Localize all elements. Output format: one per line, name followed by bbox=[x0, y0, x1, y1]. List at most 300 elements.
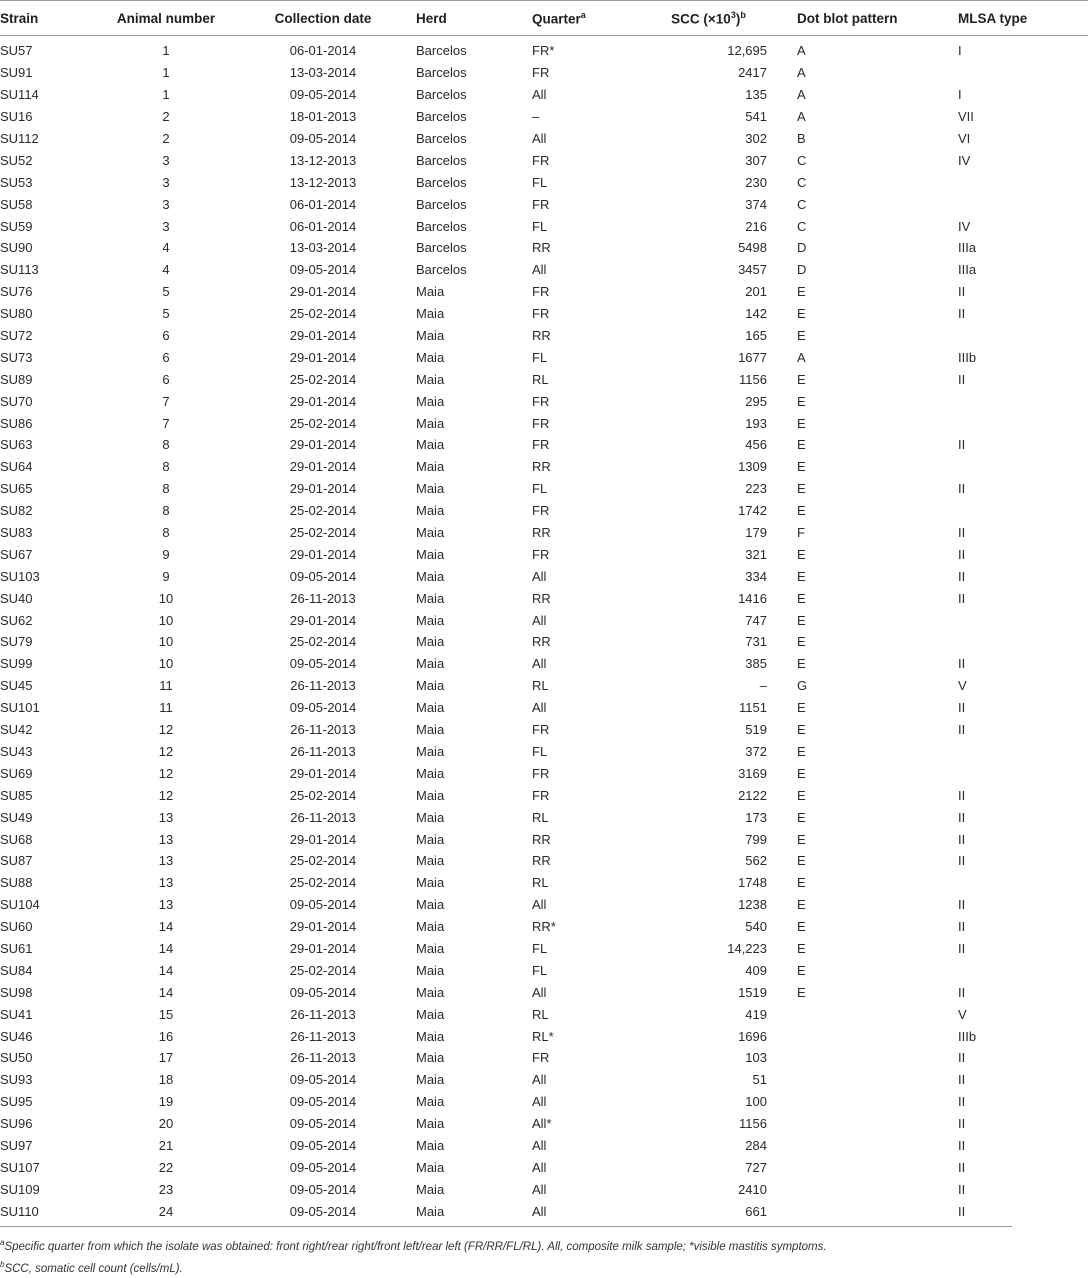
cell-mlsa-type bbox=[944, 741, 1088, 763]
cell-scc: 1309 bbox=[738, 459, 767, 475]
cell-collection-date: 13-03-2014 bbox=[289, 65, 357, 81]
cell-dot-blot-pattern bbox=[767, 1025, 944, 1047]
table-row bbox=[0, 565, 1088, 587]
cell-quarter: All bbox=[532, 984, 547, 1000]
cell-dot-blot-pattern: E bbox=[797, 437, 806, 453]
cell-collection-date: 29-01-2014 bbox=[289, 940, 357, 956]
cell-animal-number: 7 bbox=[162, 393, 170, 409]
cell-collection-date: 25-02-2014 bbox=[289, 306, 357, 322]
cell-animal-number: 6 bbox=[162, 328, 170, 344]
cell-strain: SU86 bbox=[0, 415, 33, 431]
cell-herd: Barcelos bbox=[416, 218, 467, 234]
cell-quarter: RL bbox=[532, 1006, 549, 1022]
cell-scc: 321 bbox=[745, 546, 767, 562]
cell-scc: 295 bbox=[745, 393, 767, 409]
header-herd-label: Herd bbox=[416, 10, 447, 26]
cell-dot-blot-pattern: E bbox=[797, 284, 806, 300]
cell-animal-number: 3 bbox=[162, 196, 170, 212]
cell-quarter: FR bbox=[532, 393, 550, 409]
cell-strain: SU114 bbox=[0, 87, 39, 103]
cell-strain: SU93 bbox=[0, 1072, 33, 1088]
cell-strain: SU82 bbox=[0, 503, 33, 519]
cell-herd: Barcelos bbox=[416, 262, 467, 278]
cell-mlsa-type: II bbox=[958, 590, 966, 606]
cell-scc: 216 bbox=[745, 218, 767, 234]
cell-mlsa-type: II bbox=[958, 284, 966, 300]
cell-collection-date: 09-05-2014 bbox=[289, 1137, 357, 1153]
cell-collection-date: 29-01-2014 bbox=[289, 919, 357, 935]
cell-strain: SU42 bbox=[0, 722, 33, 738]
cell-herd: Barcelos bbox=[416, 87, 467, 103]
cell-quarter: All bbox=[532, 1094, 547, 1110]
cell-scc: 456 bbox=[745, 437, 767, 453]
cell-scc: 1151 bbox=[739, 700, 767, 716]
cell-dot-blot-pattern: C bbox=[797, 196, 807, 212]
footnote-a-text: Specific quarter from which the isolate was obtained: front right/rear right/front left/rear left (FR/RR/FL/RL). All, composite milk sample; *visible mastitis symptoms. bbox=[4, 1240, 827, 1253]
header-strain-label: Strain bbox=[0, 10, 39, 26]
table-row bbox=[0, 1047, 1088, 1069]
cell-animal-number: 14 bbox=[158, 940, 174, 956]
cell-scc: 727 bbox=[745, 1159, 767, 1175]
cell-quarter: FR bbox=[532, 722, 550, 738]
cell-strain: SU103 bbox=[0, 568, 40, 584]
cell-scc: 731 bbox=[745, 634, 767, 650]
header-scc-footnote-marker: b bbox=[740, 9, 746, 20]
cell-dot-blot-pattern bbox=[767, 1003, 944, 1025]
header-strain bbox=[0, 1, 98, 36]
table-row bbox=[0, 303, 1088, 325]
table-row bbox=[0, 719, 1088, 741]
cell-herd: Maia bbox=[416, 940, 445, 956]
cell-animal-number: 16 bbox=[158, 1028, 174, 1044]
cell-animal-number: 9 bbox=[162, 568, 170, 584]
cell-scc: 1696 bbox=[738, 1028, 767, 1044]
cell-herd: Maia bbox=[416, 1137, 445, 1153]
cell-animal-number: 10 bbox=[158, 612, 174, 628]
header-quarter-footnote-marker: a bbox=[580, 9, 586, 20]
cell-mlsa-type: II bbox=[958, 831, 966, 847]
table-row bbox=[0, 237, 1088, 259]
cell-herd: Maia bbox=[416, 328, 445, 344]
cell-strain: SU89 bbox=[0, 371, 33, 387]
cell-collection-date: 09-05-2014 bbox=[289, 87, 357, 103]
cell-collection-date: 29-01-2014 bbox=[289, 546, 357, 562]
cell-animal-number: 8 bbox=[162, 481, 170, 497]
table-row bbox=[0, 1200, 1088, 1226]
cell-scc: 1156 bbox=[739, 371, 767, 387]
cell-animal-number: 8 bbox=[162, 525, 170, 541]
cell-collection-date: 09-05-2014 bbox=[289, 262, 357, 278]
cell-dot-blot-pattern: E bbox=[797, 962, 806, 978]
cell-strain: SU61 bbox=[0, 940, 33, 956]
cell-strain: SU64 bbox=[0, 459, 33, 475]
cell-collection-date: 26-11-2013 bbox=[290, 722, 356, 738]
cell-collection-date: 26-11-2013 bbox=[290, 1028, 356, 1044]
cell-strain: SU101 bbox=[0, 700, 40, 716]
cell-strain: SU68 bbox=[0, 831, 33, 847]
cell-dot-blot-pattern: E bbox=[797, 306, 806, 322]
cell-dot-blot-pattern: C bbox=[797, 152, 807, 168]
cell-herd: Maia bbox=[416, 875, 445, 891]
table-row bbox=[0, 171, 1088, 193]
cell-herd: Maia bbox=[416, 678, 445, 694]
cell-quarter: RL bbox=[532, 678, 549, 694]
cell-collection-date: 18-01-2013 bbox=[289, 109, 357, 125]
cell-mlsa-type: VI bbox=[958, 131, 971, 146]
cell-collection-date: 26-11-2013 bbox=[290, 678, 356, 694]
cell-mlsa-type: II bbox=[958, 481, 966, 497]
cell-herd: Maia bbox=[416, 393, 445, 409]
table-row bbox=[0, 697, 1088, 719]
cell-strain: SU98 bbox=[0, 984, 33, 1000]
cell-collection-date: 29-01-2014 bbox=[289, 437, 357, 453]
cell-strain: SU40 bbox=[0, 590, 33, 606]
cell-mlsa-type bbox=[944, 959, 1088, 981]
cell-mlsa-type: II bbox=[958, 919, 966, 935]
cell-strain: SU107 bbox=[0, 1159, 40, 1175]
cell-quarter: All* bbox=[532, 1116, 552, 1132]
cell-scc: 540 bbox=[745, 919, 767, 935]
table-row bbox=[0, 543, 1088, 565]
cell-mlsa-type: II bbox=[958, 700, 966, 716]
cell-collection-date: 29-01-2014 bbox=[289, 349, 357, 365]
cell-quarter: FR bbox=[532, 546, 550, 562]
cell-scc: 1742 bbox=[738, 503, 767, 519]
header-dot-label: Dot blot pattern bbox=[797, 10, 898, 26]
cell-animal-number: 13 bbox=[158, 897, 174, 913]
cell-strain: SU99 bbox=[0, 656, 33, 672]
cell-quarter: FR bbox=[532, 65, 550, 81]
cell-herd: Maia bbox=[416, 722, 445, 738]
table-row bbox=[0, 106, 1088, 128]
cell-animal-number: 19 bbox=[158, 1094, 174, 1110]
cell-mlsa-type: IIIb bbox=[958, 1028, 977, 1044]
cell-animal-number: 3 bbox=[162, 174, 170, 190]
cell-herd: Maia bbox=[416, 1159, 445, 1175]
cell-quarter: RR bbox=[532, 831, 551, 847]
table-row bbox=[0, 828, 1088, 850]
table-row bbox=[0, 62, 1088, 84]
table-row bbox=[0, 478, 1088, 500]
cell-quarter: FR bbox=[532, 437, 550, 453]
cell-quarter: – bbox=[532, 109, 540, 125]
cell-mlsa-type: II bbox=[958, 1181, 966, 1197]
header-quarter-label: Quarter bbox=[532, 11, 581, 27]
cell-strain: SU46 bbox=[0, 1028, 33, 1044]
cell-collection-date: 09-05-2014 bbox=[289, 568, 357, 584]
cell-herd: Maia bbox=[416, 1116, 445, 1132]
cell-dot-blot-pattern: E bbox=[797, 743, 806, 759]
cell-dot-blot-pattern bbox=[767, 1069, 944, 1091]
cell-collection-date: 29-01-2014 bbox=[289, 831, 357, 847]
cell-collection-date: 29-01-2014 bbox=[289, 612, 357, 628]
cell-quarter: All bbox=[532, 1203, 547, 1219]
cell-scc: 142 bbox=[745, 306, 767, 322]
cell-animal-number: 15 bbox=[158, 1006, 174, 1022]
cell-quarter: FR* bbox=[532, 43, 555, 59]
cell-mlsa-type: V bbox=[958, 678, 967, 694]
cell-scc: 385 bbox=[745, 656, 767, 672]
cell-strain: SU70 bbox=[0, 393, 33, 409]
cell-mlsa-type bbox=[944, 390, 1088, 412]
cell-herd: Maia bbox=[416, 743, 445, 759]
cell-quarter: All bbox=[532, 568, 547, 584]
cell-strain: SU65 bbox=[0, 481, 33, 497]
cell-quarter: All bbox=[532, 897, 547, 913]
cell-herd: Maia bbox=[416, 459, 445, 475]
cell-strain: SU96 bbox=[0, 1116, 33, 1132]
table-row bbox=[0, 762, 1088, 784]
cell-herd: Maia bbox=[416, 919, 445, 935]
cell-animal-number: 11 bbox=[159, 678, 173, 694]
cell-dot-blot-pattern bbox=[767, 1178, 944, 1200]
table-row bbox=[0, 1091, 1088, 1113]
cell-strain: SU109 bbox=[0, 1181, 40, 1197]
cell-dot-blot-pattern: E bbox=[797, 984, 806, 1000]
cell-animal-number: 3 bbox=[162, 218, 170, 234]
cell-mlsa-type: II bbox=[958, 897, 966, 913]
cell-mlsa-type bbox=[944, 171, 1088, 193]
table-row bbox=[0, 784, 1088, 806]
cell-dot-blot-pattern: F bbox=[797, 525, 805, 541]
cell-animal-number: 14 bbox=[158, 962, 174, 978]
cell-strain: SU49 bbox=[0, 809, 33, 825]
cell-dot-blot-pattern: A bbox=[797, 43, 806, 59]
table-row bbox=[0, 850, 1088, 872]
cell-animal-number: 1 bbox=[162, 87, 170, 103]
header-animal-label: Animal number bbox=[116, 10, 216, 26]
cell-quarter: All bbox=[532, 656, 547, 672]
cell-mlsa-type bbox=[944, 193, 1088, 215]
cell-herd: Maia bbox=[416, 897, 445, 913]
cell-mlsa-type: II bbox=[958, 1050, 966, 1066]
cell-quarter: All bbox=[532, 262, 547, 278]
cell-scc: 12,695 bbox=[727, 43, 767, 59]
cell-scc: 661 bbox=[745, 1203, 767, 1219]
cell-dot-blot-pattern bbox=[767, 1156, 944, 1178]
cell-animal-number: 14 bbox=[158, 919, 174, 935]
table-row bbox=[0, 434, 1088, 456]
cell-herd: Maia bbox=[416, 1028, 445, 1044]
cell-scc: 201 bbox=[745, 284, 767, 300]
footnote-a bbox=[0, 1234, 1012, 1256]
cell-strain: SU95 bbox=[0, 1094, 33, 1110]
cell-herd: Maia bbox=[416, 437, 445, 453]
header-scc-close: ) bbox=[735, 11, 741, 27]
cell-mlsa-type bbox=[944, 762, 1088, 784]
cell-strain: SU57 bbox=[0, 43, 33, 59]
cell-scc: 374 bbox=[745, 196, 767, 212]
cell-herd: Maia bbox=[416, 765, 445, 781]
cell-quarter: FR bbox=[532, 765, 550, 781]
table-row bbox=[0, 522, 1088, 544]
cell-dot-blot-pattern bbox=[767, 1047, 944, 1069]
cell-herd: Maia bbox=[416, 415, 445, 431]
cell-dot-blot-pattern: E bbox=[797, 634, 806, 650]
cell-mlsa-type: IV bbox=[958, 218, 971, 234]
table-row bbox=[0, 1003, 1088, 1025]
cell-quarter: FL bbox=[532, 481, 548, 497]
cell-herd: Maia bbox=[416, 962, 445, 978]
cell-scc: 51 bbox=[752, 1072, 767, 1088]
cell-collection-date: 25-02-2014 bbox=[289, 415, 357, 431]
cell-collection-date: 26-11-2013 bbox=[290, 743, 356, 759]
table-row bbox=[0, 1178, 1088, 1200]
cell-scc: 2417 bbox=[738, 65, 767, 81]
cell-scc: 3457 bbox=[738, 262, 767, 278]
cell-mlsa-type: II bbox=[958, 1116, 966, 1132]
cell-mlsa-type bbox=[944, 325, 1088, 347]
table-row bbox=[0, 741, 1088, 763]
cell-scc: 307 bbox=[745, 152, 767, 168]
cell-scc: 1748 bbox=[738, 875, 767, 891]
cell-collection-date: 06-01-2014 bbox=[289, 218, 357, 234]
cell-mlsa-type: II bbox=[958, 809, 966, 825]
cell-dot-blot-pattern: D bbox=[797, 262, 807, 278]
cell-herd: Barcelos bbox=[416, 131, 467, 146]
table-row bbox=[0, 368, 1088, 390]
cell-strain: SU62 bbox=[0, 612, 33, 628]
table-row bbox=[0, 281, 1088, 303]
cell-animal-number: 21 bbox=[158, 1137, 174, 1153]
cell-animal-number: 13 bbox=[158, 875, 174, 891]
cell-quarter: FR bbox=[532, 196, 550, 212]
cell-quarter: All bbox=[532, 87, 547, 103]
cell-strain: SU80 bbox=[0, 306, 33, 322]
cell-strain: SU58 bbox=[0, 196, 33, 212]
cell-quarter: FR bbox=[532, 1050, 550, 1066]
cell-collection-date: 06-01-2014 bbox=[289, 43, 357, 59]
cell-strain: SU83 bbox=[0, 525, 33, 541]
cell-collection-date: 09-05-2014 bbox=[289, 1072, 357, 1088]
header-collection-date bbox=[234, 1, 412, 36]
cell-mlsa-type: II bbox=[958, 787, 966, 803]
cell-herd: Maia bbox=[416, 503, 445, 519]
cell-dot-blot-pattern: A bbox=[797, 349, 806, 365]
table-row bbox=[0, 346, 1088, 368]
cell-mlsa-type: II bbox=[958, 853, 966, 869]
cell-animal-number: 24 bbox=[158, 1203, 174, 1219]
cell-mlsa-type: II bbox=[958, 984, 966, 1000]
cell-dot-blot-pattern: E bbox=[797, 700, 806, 716]
cell-herd: Barcelos bbox=[416, 152, 467, 168]
cell-quarter: FR bbox=[532, 306, 550, 322]
footnote-b-marker: b bbox=[0, 1259, 5, 1269]
cell-scc: 100 bbox=[745, 1094, 767, 1110]
cell-animal-number: 14 bbox=[158, 984, 174, 1000]
header-mlsa-label: MLSA type bbox=[958, 10, 1028, 26]
cell-mlsa-type: II bbox=[958, 1159, 966, 1175]
table-row bbox=[0, 1156, 1088, 1178]
table-row bbox=[0, 916, 1088, 938]
cell-collection-date: 09-05-2014 bbox=[289, 700, 357, 716]
cell-dot-blot-pattern: E bbox=[797, 897, 806, 913]
cell-dot-blot-pattern: E bbox=[797, 722, 806, 738]
cell-scc: 1677 bbox=[738, 349, 767, 365]
cell-dot-blot-pattern: B bbox=[797, 131, 806, 146]
table-row bbox=[0, 587, 1088, 609]
cell-mlsa-type: I bbox=[958, 43, 962, 59]
cell-scc: 541 bbox=[745, 109, 767, 125]
cell-collection-date: 25-02-2014 bbox=[289, 853, 357, 869]
cell-quarter: All bbox=[532, 1137, 547, 1153]
cell-collection-date: 29-01-2014 bbox=[289, 284, 357, 300]
header-mlsa-type bbox=[944, 1, 1088, 36]
header-date-label: Collection date bbox=[274, 10, 372, 26]
table-row bbox=[0, 193, 1088, 215]
cell-quarter: All bbox=[532, 1072, 547, 1088]
cell-collection-date: 29-01-2014 bbox=[289, 481, 357, 497]
cell-herd: Maia bbox=[416, 525, 445, 541]
cell-mlsa-type: II bbox=[958, 1072, 966, 1088]
cell-scc: 223 bbox=[745, 481, 767, 497]
cell-quarter: FL bbox=[532, 743, 548, 759]
cell-strain: SU87 bbox=[0, 853, 33, 869]
cell-strain: SU59 bbox=[0, 218, 33, 234]
cell-dot-blot-pattern: E bbox=[797, 940, 806, 956]
table-row bbox=[0, 36, 1088, 62]
cell-dot-blot-pattern: E bbox=[797, 415, 806, 431]
cell-mlsa-type bbox=[944, 500, 1088, 522]
table-row bbox=[0, 872, 1088, 894]
cell-scc: 3169 bbox=[738, 765, 767, 781]
cell-herd: Maia bbox=[416, 568, 445, 584]
cell-quarter: FR bbox=[532, 284, 550, 300]
cell-scc: 5498 bbox=[738, 240, 767, 256]
table-row bbox=[0, 149, 1088, 171]
cell-herd: Maia bbox=[416, 284, 445, 300]
cell-collection-date: 26-11-2013 bbox=[290, 590, 356, 606]
cell-dot-blot-pattern: A bbox=[797, 109, 806, 125]
cell-collection-date: 06-01-2014 bbox=[289, 196, 357, 212]
cell-herd: Maia bbox=[416, 371, 445, 387]
table-row bbox=[0, 215, 1088, 237]
cell-animal-number: 12 bbox=[158, 722, 174, 738]
table-row bbox=[0, 959, 1088, 981]
table-row bbox=[0, 675, 1088, 697]
cell-dot-blot-pattern: A bbox=[797, 87, 806, 103]
cell-animal-number: 13 bbox=[158, 853, 174, 869]
cell-scc: 747 bbox=[745, 612, 767, 628]
cell-animal-number: 12 bbox=[158, 787, 174, 803]
cell-scc: 334 bbox=[745, 568, 767, 584]
cell-dot-blot-pattern: E bbox=[797, 853, 806, 869]
cell-dot-blot-pattern bbox=[767, 1113, 944, 1135]
table-row bbox=[0, 1025, 1088, 1047]
table-row bbox=[0, 981, 1088, 1003]
cell-scc: 165 bbox=[745, 328, 767, 344]
cell-dot-blot-pattern: E bbox=[797, 787, 806, 803]
cell-mlsa-type: IIIa bbox=[958, 240, 977, 256]
cell-strain: SU79 bbox=[0, 634, 33, 650]
cell-collection-date: 25-02-2014 bbox=[289, 787, 357, 803]
cell-scc: 173 bbox=[745, 809, 767, 825]
table-footnotes bbox=[0, 1227, 1012, 1278]
cell-scc: 14,223 bbox=[727, 940, 767, 956]
cell-dot-blot-pattern: E bbox=[797, 590, 806, 606]
cell-scc: 1519 bbox=[738, 984, 767, 1000]
table-row bbox=[0, 1135, 1088, 1157]
cell-mlsa-type: II bbox=[958, 525, 966, 541]
cell-collection-date: 09-05-2014 bbox=[289, 1181, 357, 1197]
cell-quarter: All bbox=[532, 131, 547, 146]
cell-animal-number: 2 bbox=[162, 109, 170, 125]
cell-mlsa-type: II bbox=[958, 1203, 966, 1219]
cell-mlsa-type: I bbox=[958, 87, 962, 103]
footnote-b-text: SCC, somatic cell count (cells/mL). bbox=[4, 1262, 183, 1275]
cell-dot-blot-pattern: E bbox=[797, 328, 806, 344]
cell-dot-blot-pattern bbox=[767, 1200, 944, 1226]
